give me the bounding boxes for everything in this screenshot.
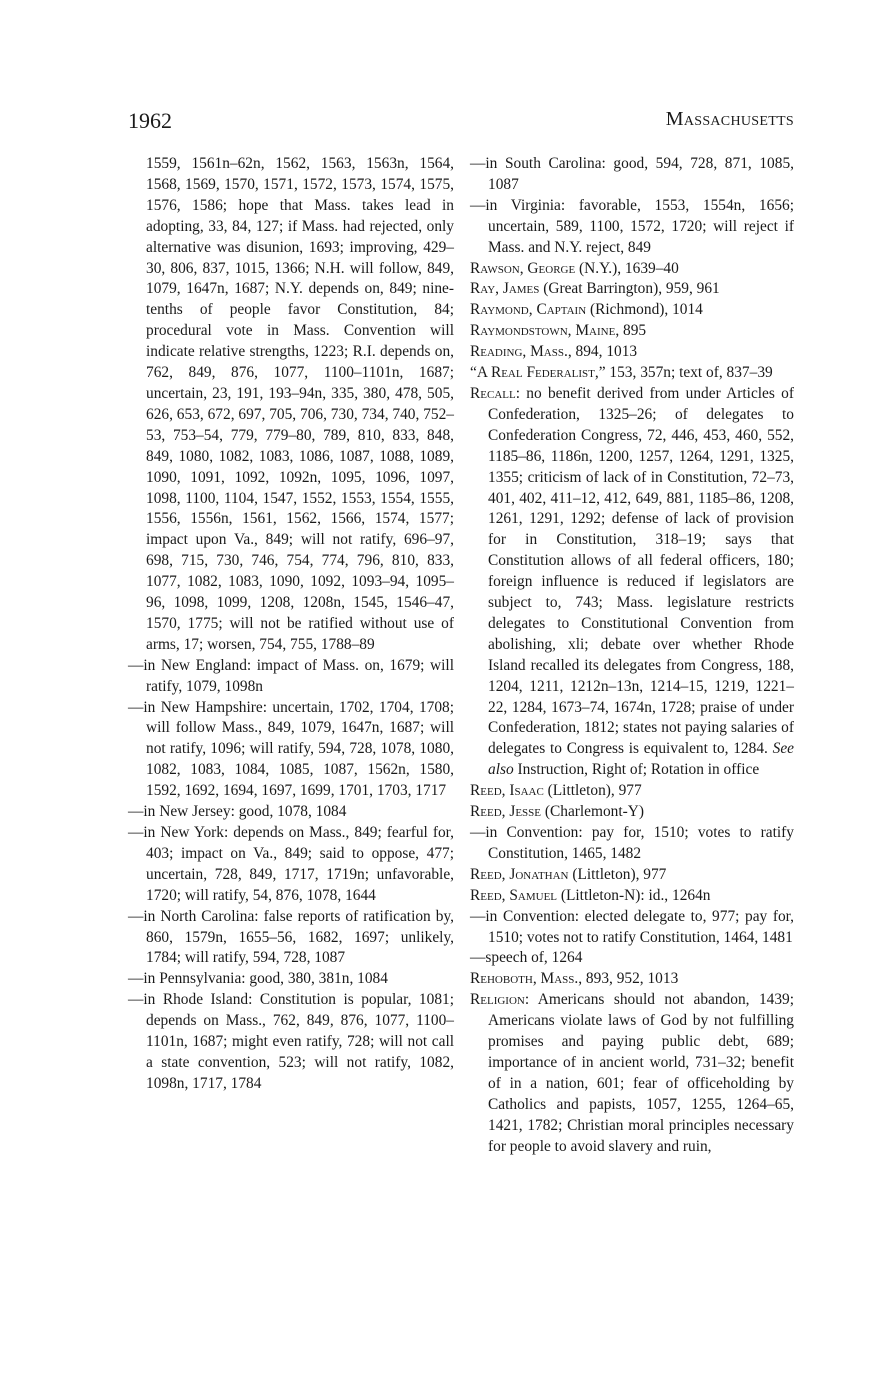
- entry-text: —in Virginia: favorable, 1553, 1554n, 1656; uncertain, 589, 1100, 1572, 1720; will reject if Mass. and N.Y. reject, 849: [470, 196, 794, 256]
- index-subentry: [128, 990, 454, 1095]
- entry-text: (Littleton-N): id., 1264n: [557, 886, 711, 904]
- entry-heading: Reading, Mass.,: [470, 343, 572, 361]
- index-entry: [470, 279, 794, 300]
- index-entry: [470, 990, 794, 1157]
- page-number: 1962: [128, 108, 172, 133]
- index-subentry: [470, 907, 794, 949]
- entry-text: (N.Y.), 1639–40: [575, 259, 679, 277]
- index-entry: [470, 802, 794, 823]
- entry-heading: Raymondstown, Maine,: [470, 322, 620, 340]
- index-subentry: [470, 196, 794, 259]
- index-entry: [470, 363, 794, 384]
- index-subentry: [128, 823, 454, 907]
- entry-text: (Littleton), 977: [543, 782, 642, 800]
- entry-text: (Charlemont-Y): [541, 803, 645, 821]
- index-subentry: [128, 656, 454, 698]
- index-subentry: [128, 907, 454, 970]
- entry-text: —in South Carolina: good, 594, 728, 871, 1085, 1087: [470, 155, 794, 193]
- entry-heading: Raymond, Captain: [470, 301, 587, 319]
- page-header: [128, 108, 794, 138]
- entry-text: —in Convention: pay for, 1510; votes to ratify Constitution, 1465, 1482: [470, 824, 794, 862]
- see-also-targets: Instruction, Right of; Rotation in office: [513, 761, 760, 779]
- index-subentry: [128, 698, 454, 803]
- index-entry: [470, 300, 794, 321]
- index-entry: [470, 886, 794, 907]
- entry-text: —in New England: impact of Mass. on, 1679; will ratify, 1079, 1098n: [128, 656, 454, 695]
- entry-text: 153, 357n; text of, 837–39: [605, 364, 773, 382]
- entry-text: (Great Barrington), 959, 961: [539, 280, 720, 298]
- entry-heading: Reed, Jonathan: [470, 865, 569, 883]
- entry-text: —in New York: depends on Mass., 849; fearful for, 403; impact on Va., 849; said to oppose, 477; uncertain, 728, 849, 1717, 1719n; unfavorable, 1720; will ratify, 54, 876, 1078, 1644: [128, 824, 454, 904]
- index-entry: [470, 865, 794, 886]
- index-subentry: [470, 154, 794, 196]
- index-entry-continuation: [128, 154, 454, 656]
- entry-text: 894, 1013: [571, 343, 638, 361]
- entry-text: 893, 952, 1013: [582, 970, 679, 988]
- index-subentry: [128, 969, 454, 990]
- index-subentry: [128, 802, 454, 823]
- index-entry: [470, 259, 794, 280]
- index-subentry: [470, 948, 794, 969]
- entry-text: —speech of, 1264: [470, 949, 583, 967]
- entry-heading: Religion:: [470, 991, 530, 1009]
- index-entry: [470, 321, 794, 342]
- entry-heading: Ray, James: [470, 280, 540, 298]
- entry-text: —in New Jersey: good, 1078, 1084: [128, 803, 347, 821]
- entry-text: (Richmond), 1014: [586, 301, 703, 319]
- index-subentry: [470, 823, 794, 865]
- entry-text: (Littleton), 977: [568, 865, 667, 883]
- entry-text: —in Pennsylvania: good, 380, 381n, 1084: [128, 970, 388, 988]
- index-entry: [470, 781, 794, 802]
- entry-text: —in New Hampshire: uncertain, 1702, 1704, 1708; will follow Mass., 849, 1079, 1647n, 1687; will not ratify, 1096; will ratify, 594, 728, 1078, 1080, 1082, 1083, 1084, 1085, 1087, 1562n, 1580, 1592, 1692, 1694, 1697, 1699, 1701, 1703, 1717: [128, 698, 454, 800]
- entry-text: —in North Carolina: false reports of ratification by, 860, 1579n, 1655–56, 1682, 1697; unlikely, 1784; will ratify, 594, 728, 1087: [128, 907, 454, 967]
- entry-heading: Rehoboth, Mass.,: [470, 970, 583, 988]
- entry-heading: Reed, Isaac: [470, 782, 544, 800]
- see-also-label: See also: [488, 740, 794, 779]
- index-entry: [470, 969, 794, 990]
- running-head: Massachusetts: [665, 108, 794, 130]
- entry-text: 1559, 1561n–62n, 1562, 1563, 1563n, 1564, 1568, 1569, 1570, 1571, 1572, 1573, 1574, 1575, 1576, 1586; hope that Mass. takes lead in adopting, 33, 84, 127; if Mass. had rejected, only alternative was disunion, 1693; improving, 429–30, 806, 837, 1015, 1366; N.H. will follow, 849, 1079, 1647n, 1687; N.Y. depends on, 849; nine-tenths of people favor Constitution, 84; procedural vote in Mass. Convention will indicate relative strengths, 1223; R.I. depends on, 762, 849, 876, 1077, 1100–1101n, 1687; uncertain, 23, 191, 193–94n, 335, 380, 478, 505, 626, 653, 672, 697, 705, 706, 730, 734, 740, 752–53, 753–54, 779, 779–80, 789, 810, 833, 848, 849, 1080, 1082, 1083, 1086, 1087, 1088, 1089, 1090, 1091, 1092, 1092n, 1095, 1096, 1097, 1098, 1100, 1104, 1547, 1552, 1553, 1554, 1555, 1556, 1556n, 1561, 1562, 1566, 1574, 1577; impact upon Va., 849; will not ratify, 696–97, 698, 715, 730, 746, 754, 774, 796, 810, 833, 1077, 1082, 1083, 1090, 1092, 1093–94, 1095–96, 1098, 1099, 1208, 1208n, 1545, 1546–47, 1570, 1775; will not be ratified without use of arms, 17; worsen, 754, 755, 1788–89: [146, 155, 454, 653]
- entry-heading: Reed, Jesse: [470, 803, 542, 821]
- entry-text: —in Convention: elected delegate to, 977; pay for, 1510; votes not to ratify Constitution, 1464, 1481: [470, 907, 794, 946]
- entry-text: 895: [619, 322, 647, 340]
- entry-heading: “A Real Federalist,”: [470, 364, 606, 382]
- index-column-right: [470, 154, 794, 1158]
- entry-text: no benefit derived from under Articles of Confederation, 1325–26; of delegates to Confederation Congress, 72, 446, 453, 460, 552, 1185–86, 1186n, 1200, 1257, 1264, 1291, 1325, 1355; criticism of lack of in Constitution, 72–73, 401, 402, 411–12, 412, 649, 881, 1185–86, 1208, 1261, 1291, 1292; defense of lack of provision for in Constitution, 318–19; says that Constitution allows of all federal officers, 180; foreign influence is reduced if legislators are subject to, 743; Mass. legislature restricts delegates to Constitutional Convention from abolishing, xli; debate over whether Rhode Island recalled its delegates from Congress, 188, 1204, 1211, 1212n–13n, 1214–15, 1219, 1221–22, 1284, 1673–74, 1674n, 1728; praise of under Confederation, 1812; states not paying salaries of delegates to Congress is equivalent to, 1284.: [488, 384, 794, 758]
- index-column-left: [128, 154, 454, 1095]
- entry-text: Americans should not abandon, 1439; Americans violate laws of God by not fulfilling promises and paying public debt, 689; importance of in ancient world, 731–32; benefit of in a nation, 601; fear of officeholding by Catholics and papists, 1057, 1255, 1264–65, 1421, 1782; Christian moral principles necessary for people to avoid slavery and ruin,: [488, 991, 794, 1155]
- entry-heading: Rawson, George: [470, 259, 576, 277]
- entry-heading: Reed, Samuel: [470, 886, 558, 904]
- entry-text: —in Rhode Island: Constitution is popular, 1081; depends on Mass., 762, 849, 876, 1077, 1100–1101n, 1687; might even ratify, 728; will not call a state convention, 523; will not ratify, 1082, 1098n, 1717, 1784: [128, 991, 454, 1092]
- index-entry: [470, 384, 794, 781]
- entry-heading: Recall:: [470, 384, 520, 402]
- index-entry: [470, 342, 794, 363]
